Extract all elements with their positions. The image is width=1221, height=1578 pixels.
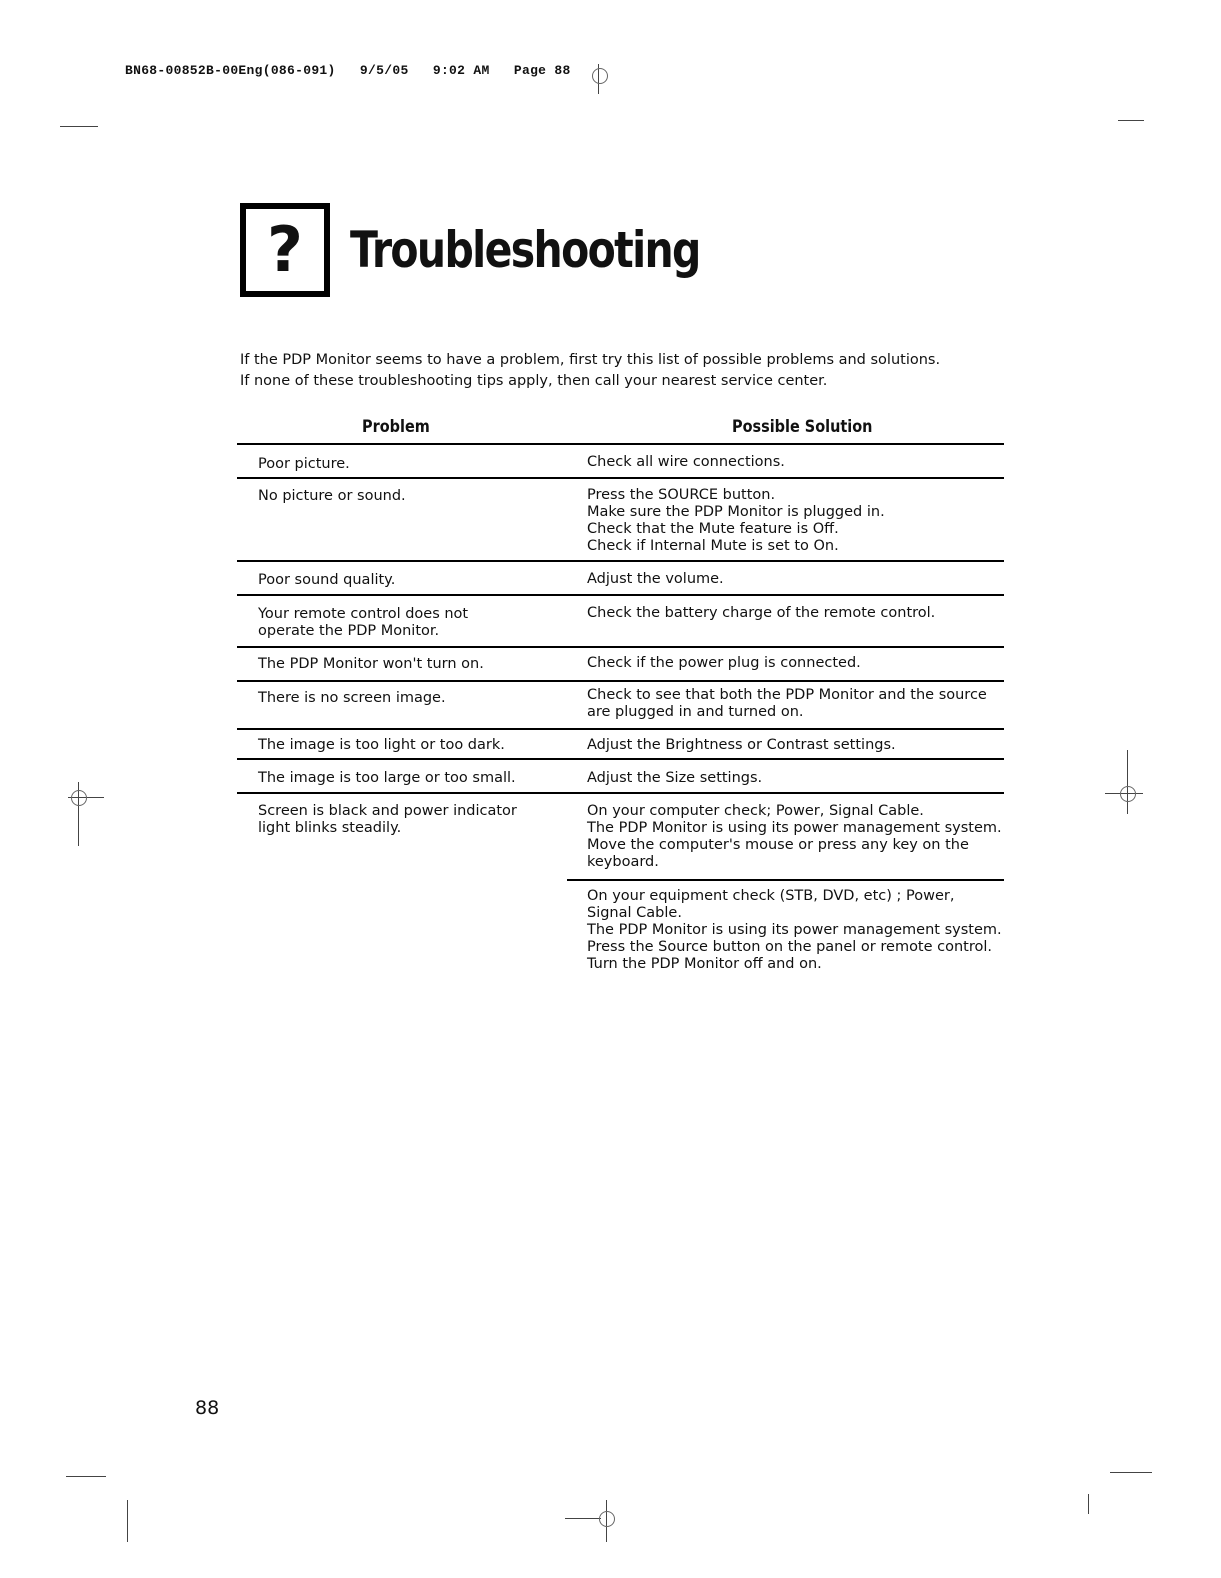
problem-cell: Screen is black and power indicator light blinks steadily. xyxy=(258,803,517,836)
header-rule xyxy=(237,443,1004,445)
problem-cell: Your remote control does not operate the PDP Monitor. xyxy=(258,606,469,639)
registration-mark-right-v xyxy=(1127,750,1128,814)
page-number: 88 xyxy=(195,1397,220,1419)
solution-cell: Check all wire connections. xyxy=(587,454,785,470)
print-slug: BN68-00852B-00Eng(086-091) 9/5/05 9:02 AM Page 88 xyxy=(125,63,571,78)
row-rule xyxy=(237,792,1004,794)
crop-mark-top-right xyxy=(1118,120,1144,121)
row-rule xyxy=(237,680,1004,682)
problem-cell: The PDP Monitor won't turn on. xyxy=(258,656,484,672)
solution-cell: Adjust the Brightness or Contrast settings. xyxy=(587,737,896,753)
registration-circle-top xyxy=(592,68,608,84)
registration-circle-right xyxy=(1120,786,1136,802)
page-heading xyxy=(240,203,777,297)
crop-mark-bottom-right-v xyxy=(1088,1494,1089,1514)
problem-cell: No picture or sound. xyxy=(258,488,406,504)
question-mark-box-icon: ? xyxy=(240,203,330,297)
row-rule xyxy=(237,594,1004,596)
solution-cell: Press the SOURCE button. Make sure the PDP Monitor is plugged in. Check that the Mute feature is Off. Check if Internal Mute is set to On. xyxy=(587,487,885,554)
problem-cell: Poor sound quality. xyxy=(258,572,396,588)
row-rule xyxy=(237,560,1004,562)
registration-mark-bottom-h xyxy=(565,1518,601,1519)
crop-mark-bottom-left-v xyxy=(127,1500,128,1542)
intro-line-1: If the PDP Monitor seems to have a problem, first try this list of possible problems and solutions. xyxy=(240,352,941,368)
row-rule xyxy=(237,477,1004,479)
registration-circle-left xyxy=(71,790,87,806)
problem-cell: Poor picture. xyxy=(258,456,350,472)
solution-cell: Adjust the Size settings. xyxy=(587,770,763,786)
crop-mark-bottom-left xyxy=(66,1476,106,1477)
crop-mark-bottom-right xyxy=(1110,1472,1152,1473)
header-problem: Problem xyxy=(362,417,430,437)
registration-circle-bottom xyxy=(599,1511,615,1527)
solution-cell: Check the battery charge of the remote control. xyxy=(587,605,936,621)
solution-cell: Adjust the volume. xyxy=(587,571,724,587)
problem-cell: There is no screen image. xyxy=(258,690,446,706)
solution-cell: On your computer check; Power, Signal Cable. The PDP Monitor is using its power management system. Move the computer's mouse or press any key on the keyboard. xyxy=(587,803,1002,870)
problem-cell: The image is too light or too dark. xyxy=(258,737,505,753)
page-title: Troubleshooting xyxy=(350,221,700,279)
solution-cell: Check to see that both the PDP Monitor and the source are plugged in and turned on. xyxy=(587,687,987,720)
intro-text xyxy=(240,350,940,392)
crop-mark-top-left xyxy=(60,126,98,127)
solution-cell: On your equipment check (STB, DVD, etc) ; Power, Signal Cable. The PDP Monitor is using its power management system. Press the Source button on the panel or remote control. Turn the PDP Monitor off and on. xyxy=(587,888,1002,972)
row-rule xyxy=(237,728,1004,730)
row-rule xyxy=(237,646,1004,648)
header-possible-solution: Possible Solution xyxy=(732,417,873,437)
solution-cell: Check if the power plug is connected. xyxy=(587,655,861,671)
row-rule xyxy=(237,758,1004,760)
problem-cell: The image is too large or too small. xyxy=(258,770,516,786)
intro-line-2: If none of these troubleshooting tips apply, then call your nearest service center. xyxy=(240,373,828,389)
solution-split-rule xyxy=(567,879,1004,881)
